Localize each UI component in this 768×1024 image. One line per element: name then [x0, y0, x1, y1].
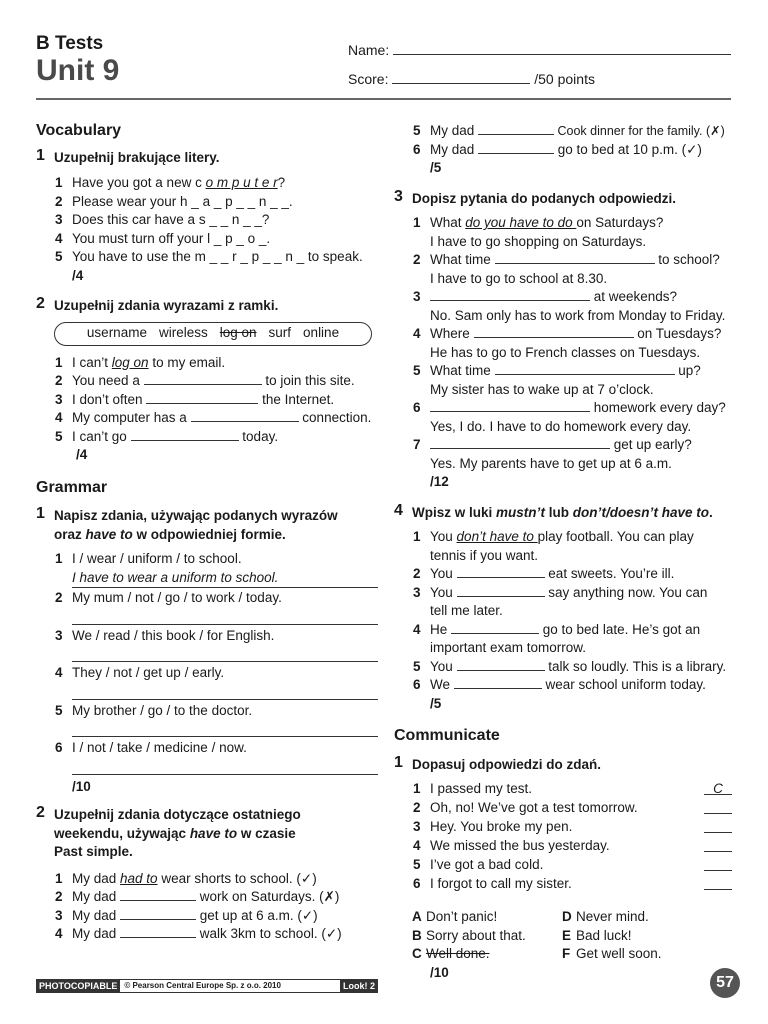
list-item: 2 What time to school? — [413, 252, 720, 267]
list-item: 2 Oh, no! We’ve got a test tomorrow. — [394, 799, 732, 818]
answer-line[interactable] — [72, 683, 378, 700]
name-field[interactable] — [348, 40, 731, 58]
answer-blank[interactable] — [430, 288, 590, 301]
answer-line[interactable] — [72, 608, 378, 625]
answer-text: log on — [111, 354, 149, 370]
vocab-task-2-items — [36, 354, 378, 447]
word-box-item: username — [86, 325, 147, 341]
list-item: 1 What do you have to do on Saturdays? — [413, 215, 664, 230]
list-item: 2 My dad work on Saturdays. (✗) — [55, 889, 340, 904]
list-item[interactable]: 5 You have to use the m _ _ r _ p _ _ n _ to speak. — [55, 249, 363, 264]
answer-blank[interactable] — [454, 676, 542, 689]
task-instruction: Napisz zdania, używając podanych wyrazów — [54, 508, 338, 523]
vocab-task-1 — [36, 146, 378, 168]
answer-blank[interactable] — [495, 251, 655, 264]
grammar-task-3-items — [394, 214, 736, 473]
list-item: 6 We wear school uniform today. — [413, 677, 706, 692]
answer-blank[interactable] — [120, 907, 196, 920]
vocabulary-heading: Vocabulary — [36, 122, 122, 139]
brand-label: Look! 2 — [340, 979, 378, 993]
task-instruction: Uzupełnij zdania dotyczące ostatniego — [54, 807, 301, 822]
footer-bar — [36, 979, 378, 993]
list-item: 4 My dad walk 3km to school. (✓) — [55, 926, 342, 941]
answer-blank[interactable] — [457, 584, 545, 597]
list-item: 4 Where on Tuesdays? — [413, 326, 722, 341]
answer-blank[interactable] — [457, 565, 545, 578]
option-item: A Don’t panic! — [412, 909, 498, 924]
copyright-text: © Pearson Central Europe Sp. z o.o. 2010 — [120, 979, 340, 993]
vocab-task-2 — [36, 297, 378, 316]
list-item: 7 get up early? — [413, 437, 692, 452]
vocab-task-1-items — [36, 174, 378, 267]
list-item: 1 I / wear / uniform / to school. — [55, 551, 242, 566]
list-item: 1 I passed my test. C — [394, 780, 732, 799]
answer-line[interactable] — [72, 645, 378, 662]
right-column — [394, 122, 736, 982]
item-answer: Yes. My parents have to get up at 6 a.m. — [430, 455, 672, 471]
grammar-task-1-score: /10 — [72, 778, 91, 794]
list-item[interactable]: 4 You must turn off your l _ p _ o _. — [55, 230, 271, 246]
list-item: 1 Have you got a new c o m p u t e r? — [55, 175, 286, 190]
list-item: 4 My computer has a connection. — [55, 410, 372, 425]
vocab-task-1-score: /4 — [72, 267, 84, 283]
match-answer[interactable] — [704, 799, 732, 814]
grammar-task-1: 1 Napisz zdania, używając podanych wyrazów oraz have to w odpowiedniej formie. — [36, 505, 338, 542]
task-number: 1 — [36, 146, 45, 164]
answer-blank[interactable] — [146, 391, 258, 404]
header-rule — [36, 98, 731, 100]
name-line[interactable] — [393, 40, 731, 55]
item-answer: No. Sam only has to work from Monday to Friday. — [430, 307, 726, 323]
page-number: 57 — [710, 968, 740, 998]
communicate-options — [394, 908, 736, 964]
item-continuation: important exam tomorrow. — [430, 640, 587, 655]
score-line[interactable] — [392, 69, 530, 84]
score-total: /50 points — [534, 71, 595, 87]
answer-blank[interactable] — [430, 436, 610, 449]
answer-blank[interactable] — [430, 399, 590, 412]
list-item: 4 We missed the bus yesterday. — [394, 837, 732, 856]
answer-blank[interactable] — [120, 888, 196, 901]
list-item: 5 You talk so loudly. This is a library. — [413, 658, 727, 674]
option-item: D Never mind. — [562, 909, 649, 924]
grammar-heading: Grammar — [36, 478, 108, 496]
grammar-task-1-items — [36, 550, 378, 775]
answer-text: don’t have to — [456, 529, 538, 544]
answer-line[interactable] — [72, 720, 378, 737]
match-answer[interactable] — [704, 837, 732, 852]
task-number: 4 — [394, 501, 403, 519]
match-answer[interactable] — [704, 875, 732, 890]
list-item: 5 What time up? — [413, 363, 701, 378]
grammar-task-2-score: /5 — [430, 160, 442, 175]
list-item: 3 We / read / this book / for English. — [55, 627, 275, 643]
example-answer-line: I have to wear a uniform to school. — [72, 569, 378, 589]
list-item: 5 My brother / go / to the doctor. — [55, 702, 253, 718]
answer-text: had to — [120, 870, 158, 886]
list-item: 3 My dad get up at 6 a.m. (✓) — [55, 907, 318, 923]
list-item: 2 You need a to join this site. — [55, 373, 355, 388]
task-instruction: Dopisz pytania do podanych odpowiedzi. — [412, 190, 677, 206]
list-item: 6 My dad go to bed at 10 p.m. (✓) — [413, 141, 702, 157]
communicate-items — [394, 780, 732, 894]
answer-blank[interactable] — [120, 925, 196, 938]
communicate-score: /10 — [430, 964, 449, 980]
item-continuation: tennis if you want. — [430, 547, 539, 563]
list-item: 4 They / not / get up / early. — [55, 665, 225, 680]
task-number: 1 — [394, 753, 403, 771]
task-instruction: Uzupełnij brakujące litery. — [54, 149, 220, 165]
item-answer: My sister has to wake up at 7 o’clock. — [430, 381, 654, 397]
answer-text: o m p u t e r — [205, 175, 278, 190]
answer-blank[interactable] — [474, 325, 634, 338]
grammar-task-4: 4 Wpisz w luki mustn’t lub don’t/doesn’t have to. — [394, 501, 713, 520]
list-item: 5 My dad Cook dinner for the family. (✗) — [413, 123, 725, 138]
score-label: Score: — [348, 71, 389, 87]
grammar-task-4-score: /5 — [430, 695, 442, 711]
option-item: B Sorry about that. — [412, 927, 526, 943]
grammar-task-2-items-continued — [394, 122, 736, 159]
unit-title: Unit 9 — [36, 54, 120, 87]
list-item: 5 I can’t go today. — [55, 428, 279, 444]
list-item: 3 Hey. You broke my pen. — [394, 818, 732, 837]
list-item: 1 You don’t have to play football. You can play — [413, 529, 694, 544]
word-box-item: online — [303, 325, 340, 341]
list-item: 5 I’ve got a bad cold. — [394, 856, 732, 875]
item-answer: Yes, I do. I have to do homework every day. — [430, 418, 692, 434]
communicate-heading: Communicate — [394, 727, 500, 744]
task-number: 2 — [36, 804, 45, 821]
item-answer: I have to go shopping on Saturdays. — [430, 233, 647, 249]
series-title: B Tests — [36, 33, 104, 54]
answer-blank[interactable] — [131, 428, 239, 441]
vocab-task-2-score: /4 — [76, 447, 88, 462]
list-item: 3 You say anything now. You can — [413, 584, 708, 600]
score-field[interactable] — [348, 69, 595, 87]
answer-line[interactable] — [72, 758, 378, 775]
grammar-task-3 — [394, 187, 736, 209]
name-label: Name: — [348, 42, 390, 58]
word-box-item: surf — [268, 325, 292, 341]
photocopiable-label: PHOTOCOPIABLE — [36, 979, 120, 993]
list-item: 2 You eat sweets. You’re ill. — [413, 566, 675, 581]
grammar-task-3-score: /12 — [430, 474, 449, 489]
task-instruction: Dopasuj odpowiedzi do zdań. — [412, 756, 601, 772]
list-item: 1 My dad had to wear shorts to school. (✓) — [55, 870, 317, 886]
grammar-task-4-items — [394, 528, 736, 695]
task-number: 1 — [36, 505, 45, 522]
option-item: F Get well soon. — [562, 946, 662, 961]
answer-blank[interactable] — [495, 362, 675, 375]
answer-blank[interactable] — [144, 372, 262, 385]
word-box-item-used: log on — [219, 325, 257, 341]
task-number: 2 — [36, 295, 45, 312]
list-item: 6 I / not / take / medicine / now. — [55, 740, 247, 755]
word-box — [54, 322, 372, 346]
grammar-task-2: 2 Uzupełnij zdania dotyczące ostatniego weekendu, używając have to w czasie Past simple. — [36, 804, 301, 859]
list-item: 4 He go to bed late. He’s got an — [413, 621, 701, 637]
word-box-item: wireless — [158, 325, 208, 341]
list-item: 6 homework every day? — [413, 400, 726, 415]
left-column — [36, 122, 378, 944]
task-instruction: Uzupełnij zdania wyrazami z ramki. — [54, 298, 279, 313]
answer-blank[interactable] — [457, 658, 545, 671]
answer-text: do you have to do — [465, 215, 577, 230]
match-answer[interactable]: C — [704, 780, 732, 795]
list-item: 3 at weekends? — [413, 289, 678, 304]
match-answer[interactable] — [704, 818, 732, 833]
answer-blank[interactable] — [478, 141, 554, 154]
answer-blank[interactable] — [451, 621, 539, 634]
list-item: 1 I can’t log on to my email. — [55, 354, 226, 370]
match-answer[interactable] — [704, 856, 732, 871]
answer-blank[interactable] — [191, 409, 299, 422]
grammar-task-2-items — [36, 870, 378, 944]
option-item-used: C Well done. — [412, 946, 490, 961]
list-item: 2 My mum / not / go / to work / today. — [55, 590, 282, 605]
list-item: 3 I don’t often the Internet. — [55, 391, 335, 407]
item-continuation: tell me later. — [430, 603, 503, 618]
item-answer: He has to go to French classes on Tuesdays. — [430, 344, 701, 360]
task-number: 3 — [394, 187, 403, 205]
item-answer: I have to go to school at 8.30. — [430, 270, 608, 286]
communicate-task-1 — [394, 753, 736, 775]
list-item: 6 I forgot to call my sister. — [394, 875, 732, 894]
answer-blank[interactable] — [478, 122, 554, 135]
list-item[interactable]: 2 Please wear your h _ a _ p _ _ n _ _. — [55, 193, 293, 209]
option-item: E Bad luck! — [562, 927, 632, 943]
list-item[interactable]: 3 Does this car have a s _ _ n _ _? — [55, 212, 270, 227]
